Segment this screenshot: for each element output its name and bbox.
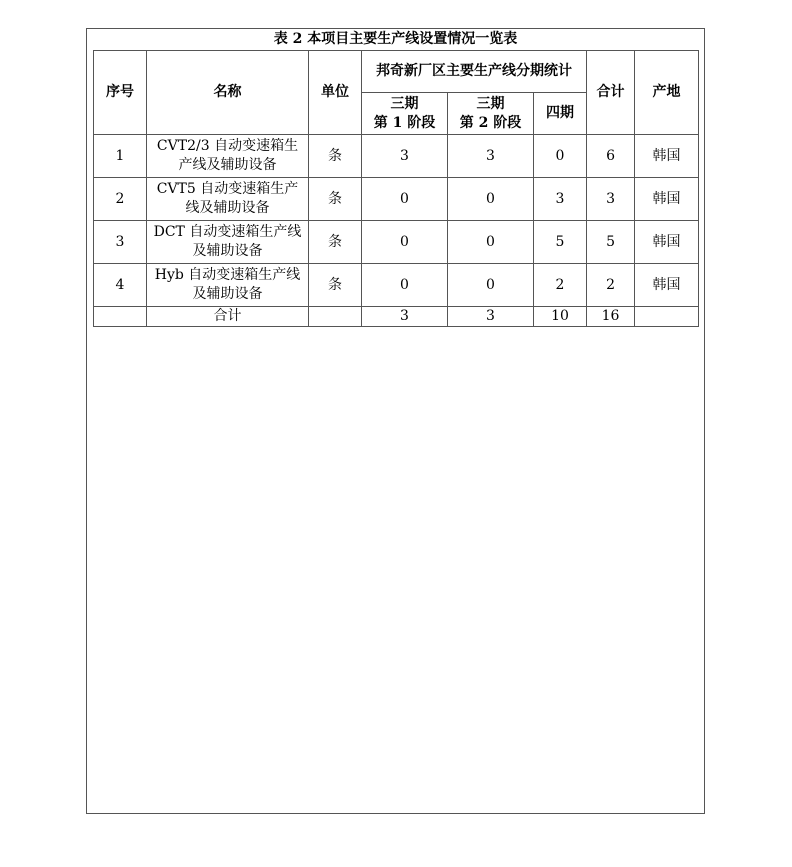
- cell-seq: 1: [94, 135, 147, 178]
- cell-total: 3: [587, 178, 635, 221]
- cell-p3s1: 0: [362, 221, 448, 264]
- header-origin: 产地: [635, 51, 699, 135]
- header-phase4: 四期: [534, 93, 587, 135]
- cell-p3s2: 0: [448, 178, 534, 221]
- cell-unit: 条: [309, 264, 362, 307]
- cell-seq: 2: [94, 178, 147, 221]
- cell-origin: 韩国: [635, 221, 699, 264]
- cell-total: 5: [587, 221, 635, 264]
- header-seq: 序号: [94, 51, 147, 135]
- total-row: [94, 307, 699, 327]
- cell-p4: 3: [534, 178, 587, 221]
- total-total: 16: [587, 307, 635, 327]
- cell-seq-empty: [94, 307, 147, 327]
- cell-origin: 韩国: [635, 178, 699, 221]
- total-label: 合计: [147, 307, 309, 327]
- total-p4: 10: [534, 307, 587, 327]
- cell-p4: 0: [534, 135, 587, 178]
- table-caption: 表 2 本项目主要生产线设置情况一览表: [273, 31, 518, 47]
- table-row: [94, 135, 699, 178]
- cell-origin: 韩国: [635, 264, 699, 307]
- total-p3s1: 3: [362, 307, 448, 327]
- cell-seq: 3: [94, 221, 147, 264]
- cell-p3s2: 0: [448, 221, 534, 264]
- cell-seq: 4: [94, 264, 147, 307]
- cell-p3s1: 3: [362, 135, 448, 178]
- cell-p3s2: 0: [448, 264, 534, 307]
- cell-p3s1: 0: [362, 178, 448, 221]
- cell-name: CVT5 自动变速箱生产线及辅助设备: [147, 178, 309, 221]
- cell-unit-empty: [309, 307, 362, 327]
- header-phase3-stage2-line1: 三期: [476, 95, 505, 112]
- production-line-table: [93, 50, 699, 327]
- cell-origin: 韩国: [635, 135, 699, 178]
- cell-name: CVT2/3 自动变速箱生产线及辅助设备: [147, 135, 309, 178]
- table-row: [94, 264, 699, 307]
- cell-p3s2: 3: [448, 135, 534, 178]
- cell-name: DCT 自动变速箱生产线及辅助设备: [147, 221, 309, 264]
- header-phase3-stage2: [448, 93, 534, 135]
- cell-total: 6: [587, 135, 635, 178]
- cell-total: 2: [587, 264, 635, 307]
- table-row: [94, 178, 699, 221]
- header-phase3-stage1: [362, 93, 448, 135]
- cell-p4: 2: [534, 264, 587, 307]
- header-phase3-stage1-line2: 第 1 阶段: [373, 114, 436, 131]
- page-frame: [86, 28, 705, 814]
- cell-p3s1: 0: [362, 264, 448, 307]
- cell-p4: 5: [534, 221, 587, 264]
- cell-origin-empty: [635, 307, 699, 327]
- header-unit: 单位: [309, 51, 362, 135]
- header-phase3-stage2-line2: 第 2 阶段: [459, 114, 522, 131]
- cell-unit: 条: [309, 135, 362, 178]
- header-phase3-stage1-line1: 三期: [390, 95, 419, 112]
- header-group: 邦奇新厂区主要生产线分期统计: [362, 51, 587, 93]
- cell-unit: 条: [309, 221, 362, 264]
- header-total: 合计: [587, 51, 635, 135]
- total-p3s2: 3: [448, 307, 534, 327]
- table-row: [94, 221, 699, 264]
- cell-name: Hyb 自动变速箱生产线及辅助设备: [147, 264, 309, 307]
- cell-unit: 条: [309, 178, 362, 221]
- header-name: 名称: [147, 51, 309, 135]
